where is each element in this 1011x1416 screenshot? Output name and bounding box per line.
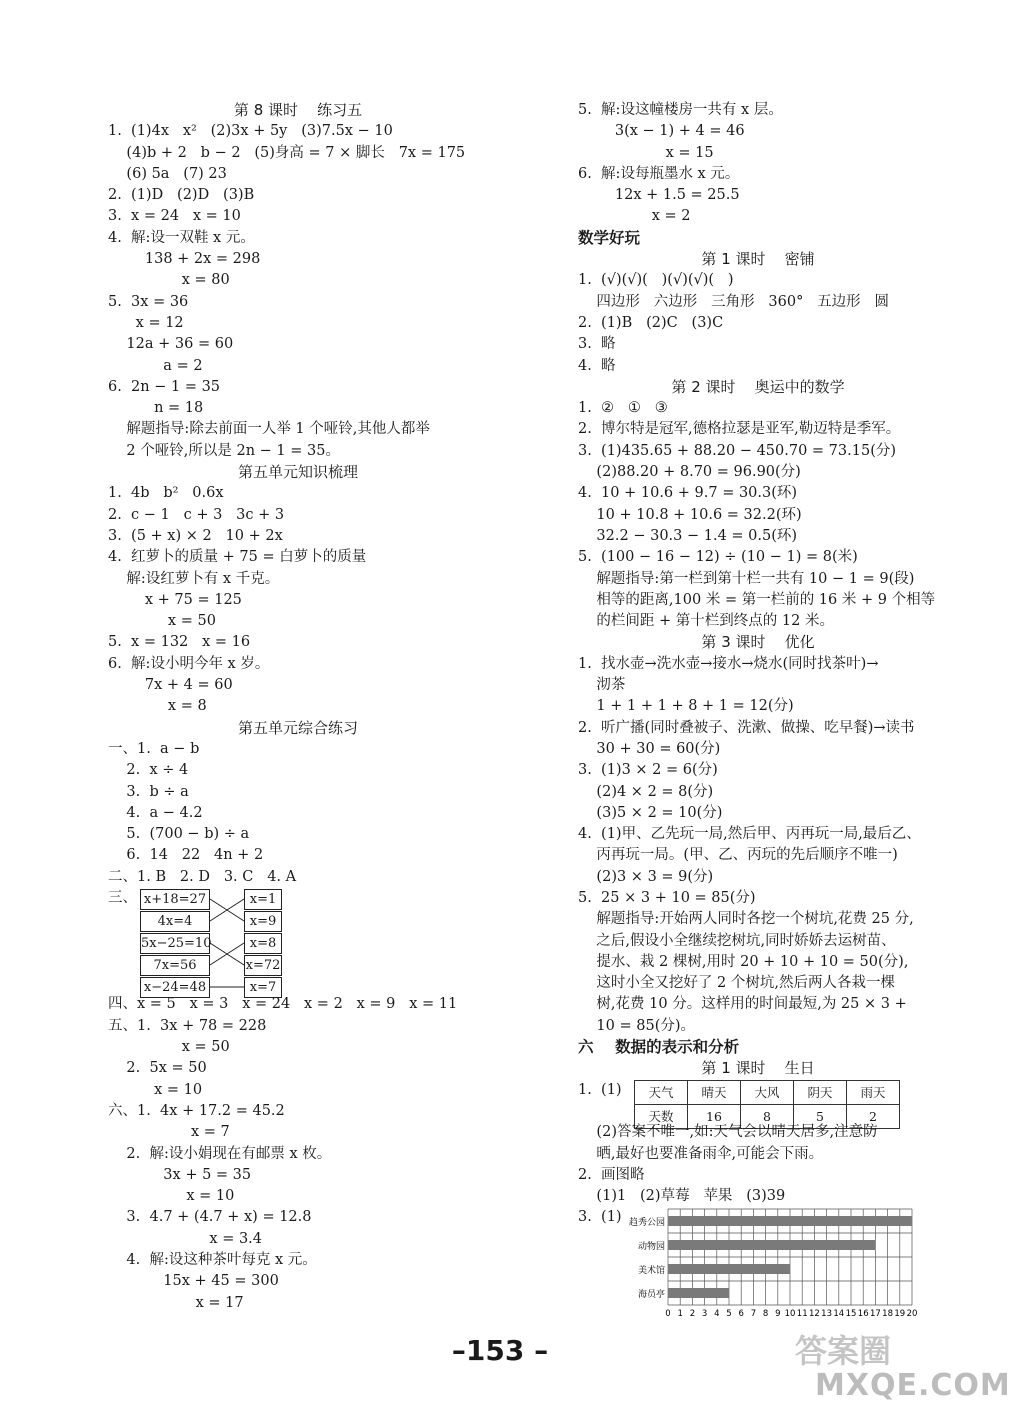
table-cell: 大风 — [741, 1080, 794, 1104]
answer-line — [108, 909, 488, 930]
section-heading: 第 2 课时 奥运中的数学 — [671, 377, 845, 396]
answer-line: (2)4 × 2 = 8(分) — [578, 783, 714, 800]
answer-line: x = 10 — [108, 1081, 203, 1098]
answer-line: 1. 找水壶→洗水壶→接水→烧水(同时找茶叶)→ — [578, 655, 879, 672]
tick-label: 19 — [894, 1309, 906, 1320]
tick-label: 7 — [750, 1309, 757, 1320]
match-right-box: x=72 — [244, 955, 282, 976]
match-left-box: x+18=27 — [140, 889, 210, 910]
tick-label: 1 — [677, 1309, 683, 1320]
category-label: 动物园 — [637, 1242, 665, 1253]
table-cell: 晴天 — [688, 1080, 741, 1104]
answer-line: x + 75 = 125 — [108, 591, 242, 608]
category-label: 趋秀公园 — [628, 1218, 665, 1229]
answer-line: 2. (1)D (2)D (3)B — [108, 187, 255, 204]
answer-line: 15x + 45 = 300 — [108, 1273, 279, 1290]
table-cell: 8 — [741, 1104, 794, 1128]
answer-line: 2. 博尔特是冠军,德格拉瑟是亚军,勒迈特是季军。 — [578, 421, 901, 438]
table-cell: 5 — [794, 1104, 847, 1128]
match-left-box: x−24=48 — [140, 977, 210, 998]
tick-label: 3 — [701, 1309, 708, 1320]
tick-label: 14 — [833, 1309, 845, 1320]
tick-label: 13 — [821, 1309, 833, 1320]
watermark: MXQE.COM — [815, 1368, 1011, 1403]
table-cell: 2 — [847, 1104, 900, 1128]
answer-line: x = 8 — [108, 698, 207, 715]
answer-line: 5. x = 132 x = 16 — [108, 634, 251, 651]
tick-label: 15 — [845, 1309, 857, 1320]
answer-line — [108, 931, 488, 952]
tick-label: 17 — [869, 1309, 881, 1320]
answer-line: 10 = 85(分)。 — [578, 1017, 696, 1034]
answer-line: 四边形 六边形 三角形 360° 五边形 圆 — [578, 293, 889, 310]
answer-line: 7x + 4 = 60 — [108, 677, 233, 694]
answer-line: x = 12 — [108, 314, 184, 331]
answer-line: 晒,最好也要准备雨伞,可能会下雨。 — [578, 1145, 824, 1162]
category-label: 美术馆 — [637, 1266, 665, 1277]
left-column — [108, 100, 488, 1314]
answer-line: 1 + 1 + 1 + 8 + 1 = 12(分) — [578, 698, 794, 715]
answer-line: 丙再玩一局。(甲、乙、丙玩的先后顺序不唯一) — [578, 847, 898, 864]
tick-label: 4 — [714, 1309, 720, 1320]
answer-line: 32.2 − 30.3 − 1.4 = 0.5(环) — [578, 527, 798, 544]
answer-line: 3. x = 24 x = 10 — [108, 208, 241, 225]
answer-line: 五、1. 3x + 78 = 228 — [108, 1017, 267, 1034]
section-heading: 第五单元知识梳理 — [237, 463, 358, 482]
tick-label: 0 — [665, 1309, 671, 1320]
answer-line: 2. 听广播(同时叠被子、洗漱、做操、吃早餐)→读书 — [578, 719, 915, 736]
answer-line: 1. (√)(√)( )(√)(√)( ) — [578, 272, 734, 289]
match-right-box: x=1 — [244, 889, 282, 910]
answer-line: 这时小全又挖好了 2 个树坑,然后两人各栽一棵 — [578, 975, 895, 992]
section-heading: 第 1 课时 密铺 — [701, 250, 815, 269]
answer-line: 12x + 1.5 = 25.5 — [578, 187, 740, 204]
match-left-box: 7x=56 — [140, 955, 210, 976]
table-cell: 16 — [688, 1104, 741, 1128]
tick-label: 9 — [775, 1309, 781, 1320]
answer-line: 6. 2n − 1 = 35 — [108, 378, 221, 395]
answer-line: 5. (700 − b) ÷ a — [108, 826, 250, 843]
answer-line: 4. 解:设一双鞋 x 元。 — [108, 229, 255, 246]
answer-line: 六、1. 4x + 17.2 = 45.2 — [108, 1102, 285, 1119]
answer-line: 4. 略 — [578, 357, 616, 374]
answer-line — [108, 973, 488, 994]
section-heading: 第 1 课时 生日 — [701, 1059, 815, 1078]
answer-line: (1)1 (2)草莓 苹果 (3)39 — [578, 1188, 786, 1205]
answer-line: x = 17 — [108, 1294, 244, 1311]
answer-line: (2)答案不唯一,如:天气会以晴天居多,注意防 — [578, 1124, 878, 1141]
tick-label: 16 — [857, 1309, 869, 1320]
answer-line: 3. (5 + x) × 2 10 + 2x — [108, 527, 283, 544]
tick-label: 5 — [726, 1309, 732, 1320]
answer-line — [108, 952, 488, 973]
answer-line: x = 3.4 — [108, 1230, 263, 1247]
tick-label: 12 — [808, 1309, 820, 1320]
answer-line: 30 + 30 = 60(分) — [578, 740, 721, 757]
answer-line: 4. (1)甲、乙先玩一局,然后甲、丙再玩一局,最后乙、 — [578, 826, 921, 843]
answer-line: 3. (1) 趋秀公园 动物园 美术馆 海员亭 0 1 2 3 4 5 6 7 8 9 10 11 12 13 14 15 16 17 18 19 20 — [578, 1207, 938, 1228]
answer-line: 3. (1)3 × 2 = 6(分) — [578, 762, 718, 779]
answer-line: 2. 画图略 — [578, 1166, 645, 1183]
bar — [668, 1288, 729, 1298]
answer-line: 5. 解:设这幢楼房一共有 x 层。 — [578, 102, 783, 118]
answer-line: 5. 25 × 3 + 10 = 85(分) — [578, 889, 756, 906]
answer-line: 12a + 36 = 60 — [108, 336, 234, 353]
tick-label: 8 — [762, 1309, 769, 1320]
watermark-logo: 答案圈 — [795, 1332, 892, 1370]
bar — [668, 1264, 790, 1274]
answer-line: 6. 解:设每瓶墨水 x 元。 — [578, 165, 740, 182]
answer-line: 沏茶 — [578, 677, 626, 694]
section-heading: 第五单元综合练习 — [237, 718, 358, 737]
answer-line: 2. c − 1 c + 3 3c + 3 — [108, 506, 285, 523]
chapter-heading: 六 数据的表示和分析 — [578, 1038, 740, 1057]
answer-line: 相等的距离,100 米 = 第一栏前的 16 米 + 9 个相等 — [578, 591, 936, 608]
match-right-box: x=8 — [244, 933, 282, 954]
match-left-box: 4x=4 — [140, 911, 210, 932]
answer-line: (4)b + 2 b − 2 (5)身高 = 7 × 脚长 7x = 175 — [108, 144, 466, 161]
answer-line: x = 50 — [108, 1039, 230, 1056]
right-column — [578, 100, 938, 1320]
answer-line: 解题指导:除去前面一人举 1 个哑铃,其他人都举 — [108, 421, 430, 438]
page-number: –153 – — [451, 1334, 549, 1367]
section-heading: 第 8 课时 练习五 — [233, 101, 363, 119]
category-label: 海员亭 — [637, 1290, 665, 1301]
answer-line: 2. x ÷ 4 — [108, 762, 189, 779]
match-right-box: x=7 — [244, 977, 282, 998]
answer-line: 树,花费 10 分。这样用的时间最短,为 25 × 3 + — [578, 996, 907, 1013]
answer-line: 3x + 5 = 35 — [108, 1166, 252, 1183]
table-cell: 阴天 — [794, 1080, 847, 1104]
answer-line: 一、1. a − b — [108, 740, 200, 757]
answer-line: 2. 解:设小娟现在有邮票 x 枚。 — [108, 1145, 332, 1162]
tick-label: 11 — [796, 1309, 808, 1320]
tick-label: 2 — [689, 1309, 696, 1320]
answer-line: x = 7 — [108, 1124, 230, 1141]
tick-label: 10 — [784, 1309, 796, 1320]
answer-line: 解题指导:开始两人同时各挖一个树坑,花费 25 分, — [578, 911, 914, 928]
tick-label: 20 — [906, 1309, 918, 1320]
answer-line: 3. 4.7 + (4.7 + x) = 12.8 — [108, 1209, 312, 1226]
answer-line: a = 2 — [108, 357, 203, 374]
answer-line: 1. 4b b² 0.6x — [108, 485, 224, 502]
section-heading: 第 3 课时 优化 — [701, 633, 815, 652]
answer-line: 5. 3x = 36 — [108, 293, 189, 310]
table-cell: 雨天 — [847, 1080, 900, 1104]
answer-line: 6. 14 22 4n + 2 — [108, 847, 264, 864]
answer-line: (2)88.20 + 8.70 = 96.90(分) — [578, 464, 801, 481]
answer-line — [578, 1101, 938, 1122]
bar — [668, 1240, 875, 1250]
attendance-chart — [578, 1205, 918, 1323]
answer-line: 1. (1) 天气 晴天 大风 阴天 雨天 天数 16 8 5 2 — [578, 1080, 938, 1101]
match-right-box: x=9 — [244, 911, 282, 932]
table-cell: 天气 — [635, 1080, 688, 1104]
answer-line: 3. b ÷ a — [108, 783, 189, 800]
answer-line: 4. a − 4.2 — [108, 804, 203, 821]
answer-line: 1. ② ① ③ — [578, 400, 668, 417]
answer-line: 提水、栽 2 棵树,用时 20 + 10 + 10 = 50(分), — [578, 953, 909, 970]
answer-line: 的栏间距 + 第十栏到终点的 12 米。 — [578, 613, 834, 630]
answer-line: 二、1. B 2. D 3. C 4. A — [108, 868, 297, 885]
answer-line: x = 15 — [578, 144, 714, 161]
answer-line: 2 个哑铃,所以是 2n − 1 = 35。 — [108, 442, 340, 459]
answer-line: 1. (1)4x x² (2)3x + 5y (3)7.5x − 10 — [108, 123, 393, 140]
answer-line: 3(x − 1) + 4 = 46 — [578, 123, 745, 140]
answer-line: x = 10 — [108, 1188, 235, 1205]
answer-line: 解:设红萝卜有 x 千克。 — [108, 570, 280, 587]
answer-line: 4. 红萝卜的质量 + 75 = 白萝卜的质量 — [108, 549, 367, 566]
answer-line: (3)5 × 2 = 10(分) — [578, 804, 723, 821]
chapter-heading: 数学好玩 — [578, 228, 641, 247]
answer-line: (6) 5a (7) 23 — [108, 165, 227, 182]
answer-line: 4. 10 + 10.6 + 9.7 = 30.3(环) — [578, 485, 798, 502]
answer-line: 10 + 10.8 + 10.6 = 32.2(环) — [578, 506, 802, 523]
answer-line: 四、x = 5 x = 3 x = 24 x = 2 x = 9 x = 11 — [108, 996, 458, 1013]
table-cell: 天数 — [635, 1104, 688, 1128]
answer-line: x = 80 — [108, 272, 230, 289]
answer-line: x = 2 — [578, 208, 691, 225]
answer-line: 2. (1)B (2)C (3)C — [578, 314, 724, 331]
answer-line: 3. 略 — [578, 336, 616, 353]
tick-label: 18 — [882, 1309, 894, 1320]
answer-line: 138 + 2x = 298 — [108, 251, 261, 268]
answer-line: 2. 5x = 50 — [108, 1060, 207, 1077]
answer-line: 解题指导:第一栏到第十栏一共有 10 − 1 = 9(段) — [578, 570, 915, 587]
answer-line: 3. (1)435.65 + 88.20 − 450.70 = 73.15(分) — [578, 442, 897, 459]
answer-line: 6. 解:设小明今年 x 岁。 — [108, 655, 270, 672]
answer-line: x = 50 — [108, 613, 216, 630]
answer-line: 5. (100 − 16 − 12) ÷ (10 − 1) = 8(米) — [578, 549, 858, 566]
answer-line: n = 18 — [108, 400, 204, 417]
answer-line: (2)3 × 3 = 9(分) — [578, 868, 714, 885]
answer-line: 4. 解:设这种茶叶每克 x 元。 — [108, 1252, 317, 1269]
bar — [668, 1216, 912, 1226]
answer-line: 三、 x+18=27 4x=4 5x−25=10 7x=56 x−24=48 x=1 x=9 x=8 x=72 x=7 — [108, 888, 488, 909]
match-left-box: 5x−25=10 — [140, 933, 210, 954]
tick-label: 6 — [738, 1309, 744, 1320]
answer-line: 之后,假设小全继续挖树坑,同时娇娇去运树苗、 — [578, 932, 896, 949]
